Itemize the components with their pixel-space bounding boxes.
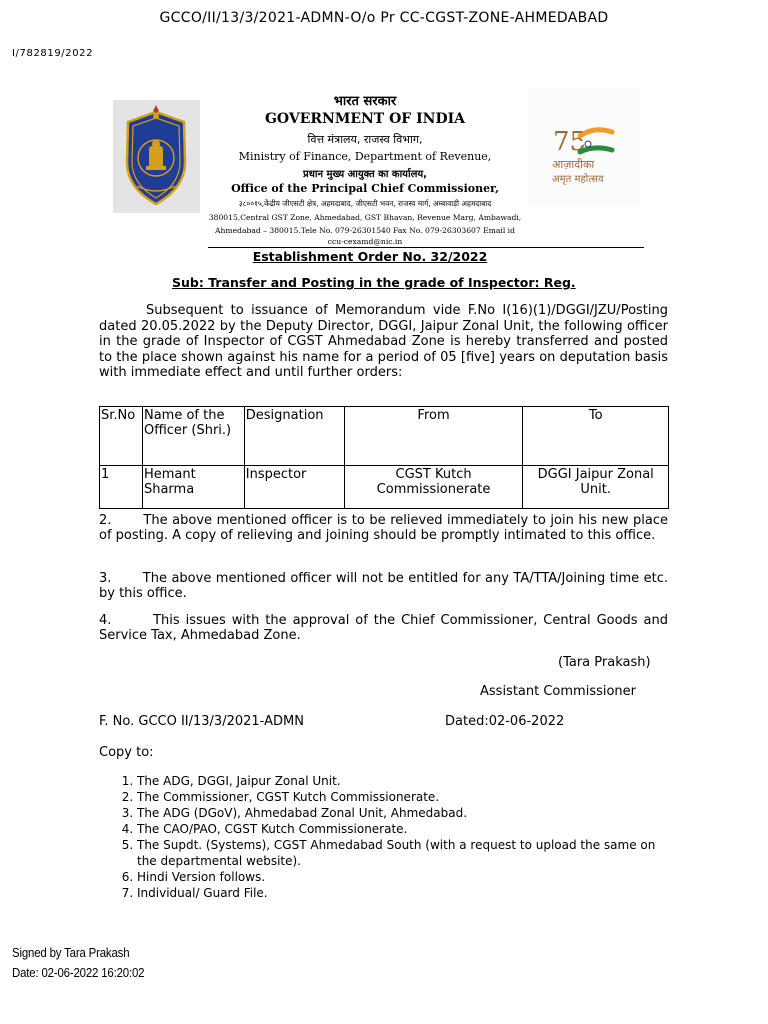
azadi-ka-amrit-mahotsav-logo	[528, 88, 640, 206]
document-number: I/782819/2022	[12, 48, 94, 59]
header-address-line2: Ahmedabad – 380015.Tele No. 079-26301540 Fax No. 079-26303607 Email id	[215, 226, 515, 235]
paragraph-2: 2. The above mentioned officer is to be relieved immediately to join his new place of posting. A copy of relieving and joining should be promptly intimated to this office.	[99, 513, 673, 544]
digital-signature-date: Date: 02-06-2022 16:20:02	[12, 965, 145, 980]
subject-line: Sub: Transfer and Posting in the grade of Inspector: Reg.	[172, 275, 576, 290]
header-to: To	[523, 407, 669, 466]
header-designation: Designation	[244, 407, 344, 466]
list-item: 4. The CAO/PAO, CGST Kutch Commissionerate.	[137, 821, 674, 837]
cell-sr-no: 1	[100, 466, 143, 509]
list-item: 5. The Supdt. (Systems), CGST Ahmedabad South (with a request to upload the same on the departmental website).	[137, 837, 674, 869]
header-address-hindi: ३८००१५,केंद्रीय जीएसटी क्षेत्र, अहमदाबाद, जीएसटी भवन, राजस्व मार्ग, अम्बावाड़ी अहमदाबाद	[238, 199, 492, 208]
digital-signature-signed-by: Signed by Tara Prakash	[12, 945, 130, 960]
paragraph-1-text: Subsequent to issuance of Memorandum vide F.No I(16)(1)/DGGI/JZU/Posting dated 20.05.2022 by the Deputy Director, DGGI, Jaipur Zonal Unit, the following officer in the grade of Inspector of CGST Ahmedabad Zone is hereby transferred and posted to the place shown against his name for a period of 05 [five] years on deputation basis with immediate effect and until further orders:	[99, 303, 668, 381]
cell-officer-name: Hemant Sharma	[142, 466, 244, 509]
azadi-number: 75	[553, 127, 587, 157]
header-ministry-hindi: वित्त मंत्रालय, राजस्व विभाग,	[307, 133, 423, 146]
copy-to-label: Copy to:	[99, 745, 154, 760]
header-title: GOVERNMENT OF INDIA	[264, 111, 466, 127]
azadi-text-line2: अमृत महोत्सव	[552, 174, 604, 185]
signer-name: (Tara Prakash)	[558, 655, 651, 670]
azadi-text-line1: आज़ादीका	[552, 158, 595, 171]
header-address-line1: 380015,Central GST Zone, Ahmedabad, GST Bhavan, Revenue Marg, Ambawadi,	[208, 213, 522, 222]
cbic-emblem-logo	[113, 100, 200, 213]
paragraph-3: 3. The above mentioned officer will not be entitled for any TA/TTA/Joining time etc. by this office.	[99, 571, 673, 602]
paragraph-4: 4. This issues with the approval of the Chief Commissioner, Central Goods and Service Tax, Ahmedabad Zone.	[99, 613, 673, 644]
dated: Dated:02-06-2022	[445, 714, 565, 729]
header-office-hindi: प्रधान मुख्य आयुक्त का कार्यालय,	[303, 169, 427, 180]
list-item: 3. The ADG (DGoV), Ahmedabad Zonal Unit, Ahmedabad.	[137, 805, 674, 821]
table-row	[100, 466, 669, 509]
header-office: Office of the Principal Chief Commissioner,	[231, 182, 499, 195]
officer-transfer-table	[99, 406, 669, 509]
header-divider	[208, 247, 644, 248]
list-item: 2. The Commissioner, CGST Kutch Commissionerate.	[137, 789, 674, 805]
cell-from: CGST Kutch Commissionerate	[344, 466, 523, 509]
header-address-line3: ccu-cexamd@nic.in	[327, 237, 403, 246]
cell-designation: Inspector	[244, 466, 344, 509]
signer-designation: Assistant Commissioner	[480, 684, 637, 699]
list-item: 1. The ADG, DGGI, Jaipur Zonal Unit.	[137, 773, 674, 789]
header-sr-no: Sr.No	[100, 407, 143, 466]
cell-to: DGGI Jaipur Zonal Unit.	[523, 466, 669, 509]
order-title: Establishment Order No. 32/2022	[252, 249, 488, 264]
paragraph-1	[99, 303, 668, 381]
header-ministry: Ministry of Finance, Department of Revenue,	[238, 150, 492, 163]
copy-to-list	[99, 773, 674, 901]
header-hindi-title: भारत सरकार	[333, 94, 397, 109]
file-number: F. No. GCCO II/13/3/2021-ADMN	[99, 714, 304, 729]
header-officer-name: Name of the Officer (Shri.)	[142, 407, 244, 466]
top-reference: GCCO/II/13/3/2021-ADMN-O/o Pr CC-CGST-ZONE-AHMEDABAD	[159, 10, 609, 26]
table-header-row	[100, 407, 669, 466]
list-item: 7. Individual/ Guard File.	[137, 885, 674, 901]
header-from: From	[344, 407, 523, 466]
list-item: 6. Hindi Version follows.	[137, 869, 674, 885]
